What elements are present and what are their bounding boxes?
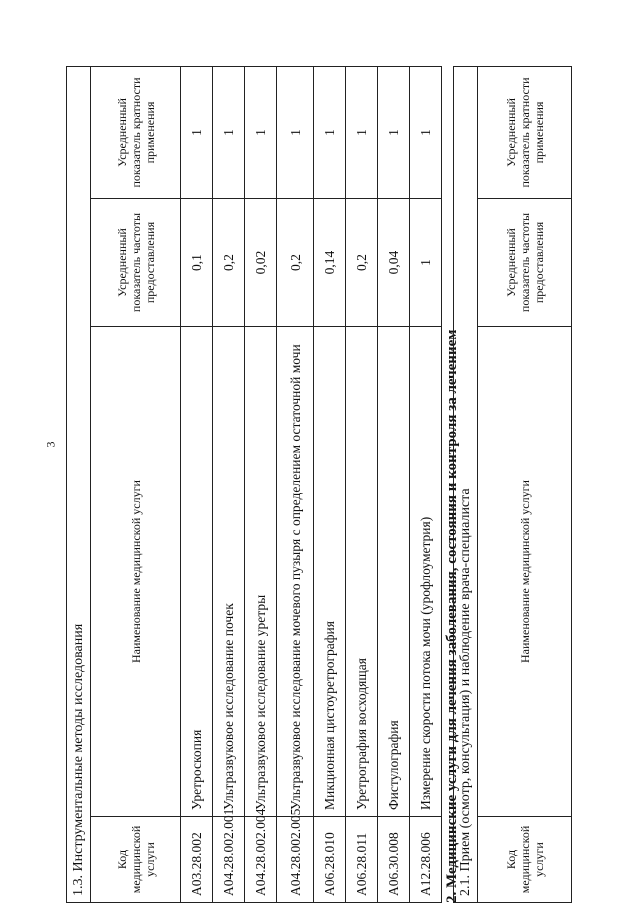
table-row — [245, 66, 277, 902]
col-header-mult: Усредненный показатель кратности применения — [91, 66, 181, 198]
row-code: A12.28.006 — [410, 817, 442, 903]
row-name: Ультразвуковое исследование мочевого пузыря с определением остаточной мочи — [277, 327, 314, 817]
table-row — [378, 66, 410, 902]
row-mult: 1 — [213, 66, 245, 198]
row-code: A04.28.002.004 — [245, 817, 277, 903]
rotated-sheet — [66, 67, 574, 903]
row-freq: 0,1 — [181, 199, 213, 327]
row-freq: 0,04 — [378, 199, 410, 327]
row-freq: 0,2 — [213, 199, 245, 327]
row-mult: 1 — [277, 66, 314, 198]
row-freq: 0,2 — [346, 199, 378, 327]
table-row — [346, 66, 378, 902]
row-name: Микционная цистоуретрография — [314, 327, 346, 817]
row-mult: 1 — [378, 66, 410, 198]
table-row — [213, 66, 245, 902]
row-code: A06.30.008 — [378, 817, 410, 903]
col-header-freq: Усредненный показатель частоты предоставления — [478, 199, 572, 327]
row-code: A04.28.002.005 — [277, 817, 314, 903]
row-mult: 1 — [245, 66, 277, 198]
row-freq: 0,14 — [314, 199, 346, 327]
row-mult: 1 — [314, 66, 346, 198]
row-mult: 1 — [346, 66, 378, 198]
table-row — [314, 66, 346, 902]
page-number: 3 — [43, 441, 58, 448]
table-row — [277, 66, 314, 902]
section-1-3-caption: 1.3. Инструментальные методы исследования — [67, 66, 91, 902]
row-freq: 0,2 — [277, 199, 314, 327]
col-header-name: Наименование медицинской услуги — [478, 327, 572, 817]
col-header-code: Код медицинской услуги — [91, 817, 181, 903]
table-row — [181, 66, 213, 902]
table-row — [410, 66, 442, 902]
col-header-name: Наименование медицинской услуги — [91, 327, 181, 817]
col-header-mult: Усредненный показатель кратности применения — [478, 66, 572, 198]
row-name: Ультразвуковое исследование уретры — [245, 327, 277, 817]
instrumental-methods-table — [66, 66, 442, 903]
row-name: Измерение скорости потока мочи (урофлоуметрия) — [410, 327, 442, 817]
row-mult: 1 — [181, 66, 213, 198]
row-code: A06.28.010 — [314, 817, 346, 903]
row-name: Уретрография восходящая — [346, 327, 378, 817]
col-header-freq: Усредненный показатель частоты предоставления — [91, 199, 181, 327]
row-name: Ультразвуковое исследование почек — [213, 327, 245, 817]
section-2-1-caption: 2.1. Прием (осмотр, консультация) и наблюдение врача-специалиста — [454, 66, 478, 902]
row-code: A06.28.011 — [346, 817, 378, 903]
row-name: Уретроскопия — [181, 327, 213, 817]
row-freq: 1 — [410, 199, 442, 327]
row-code: A03.28.002 — [181, 817, 213, 903]
row-code: A04.28.002.001 — [213, 817, 245, 903]
specialist-consultation-table — [453, 66, 572, 903]
col-header-code: Код медицинской услуги — [478, 817, 572, 903]
row-name: Фистулография — [378, 327, 410, 817]
section-2-title: 2. Медицинские услуги для лечения заболевания, состояния и контроля за лечением — [444, 329, 460, 903]
row-mult: 1 — [410, 66, 442, 198]
row-freq: 0,02 — [245, 199, 277, 327]
